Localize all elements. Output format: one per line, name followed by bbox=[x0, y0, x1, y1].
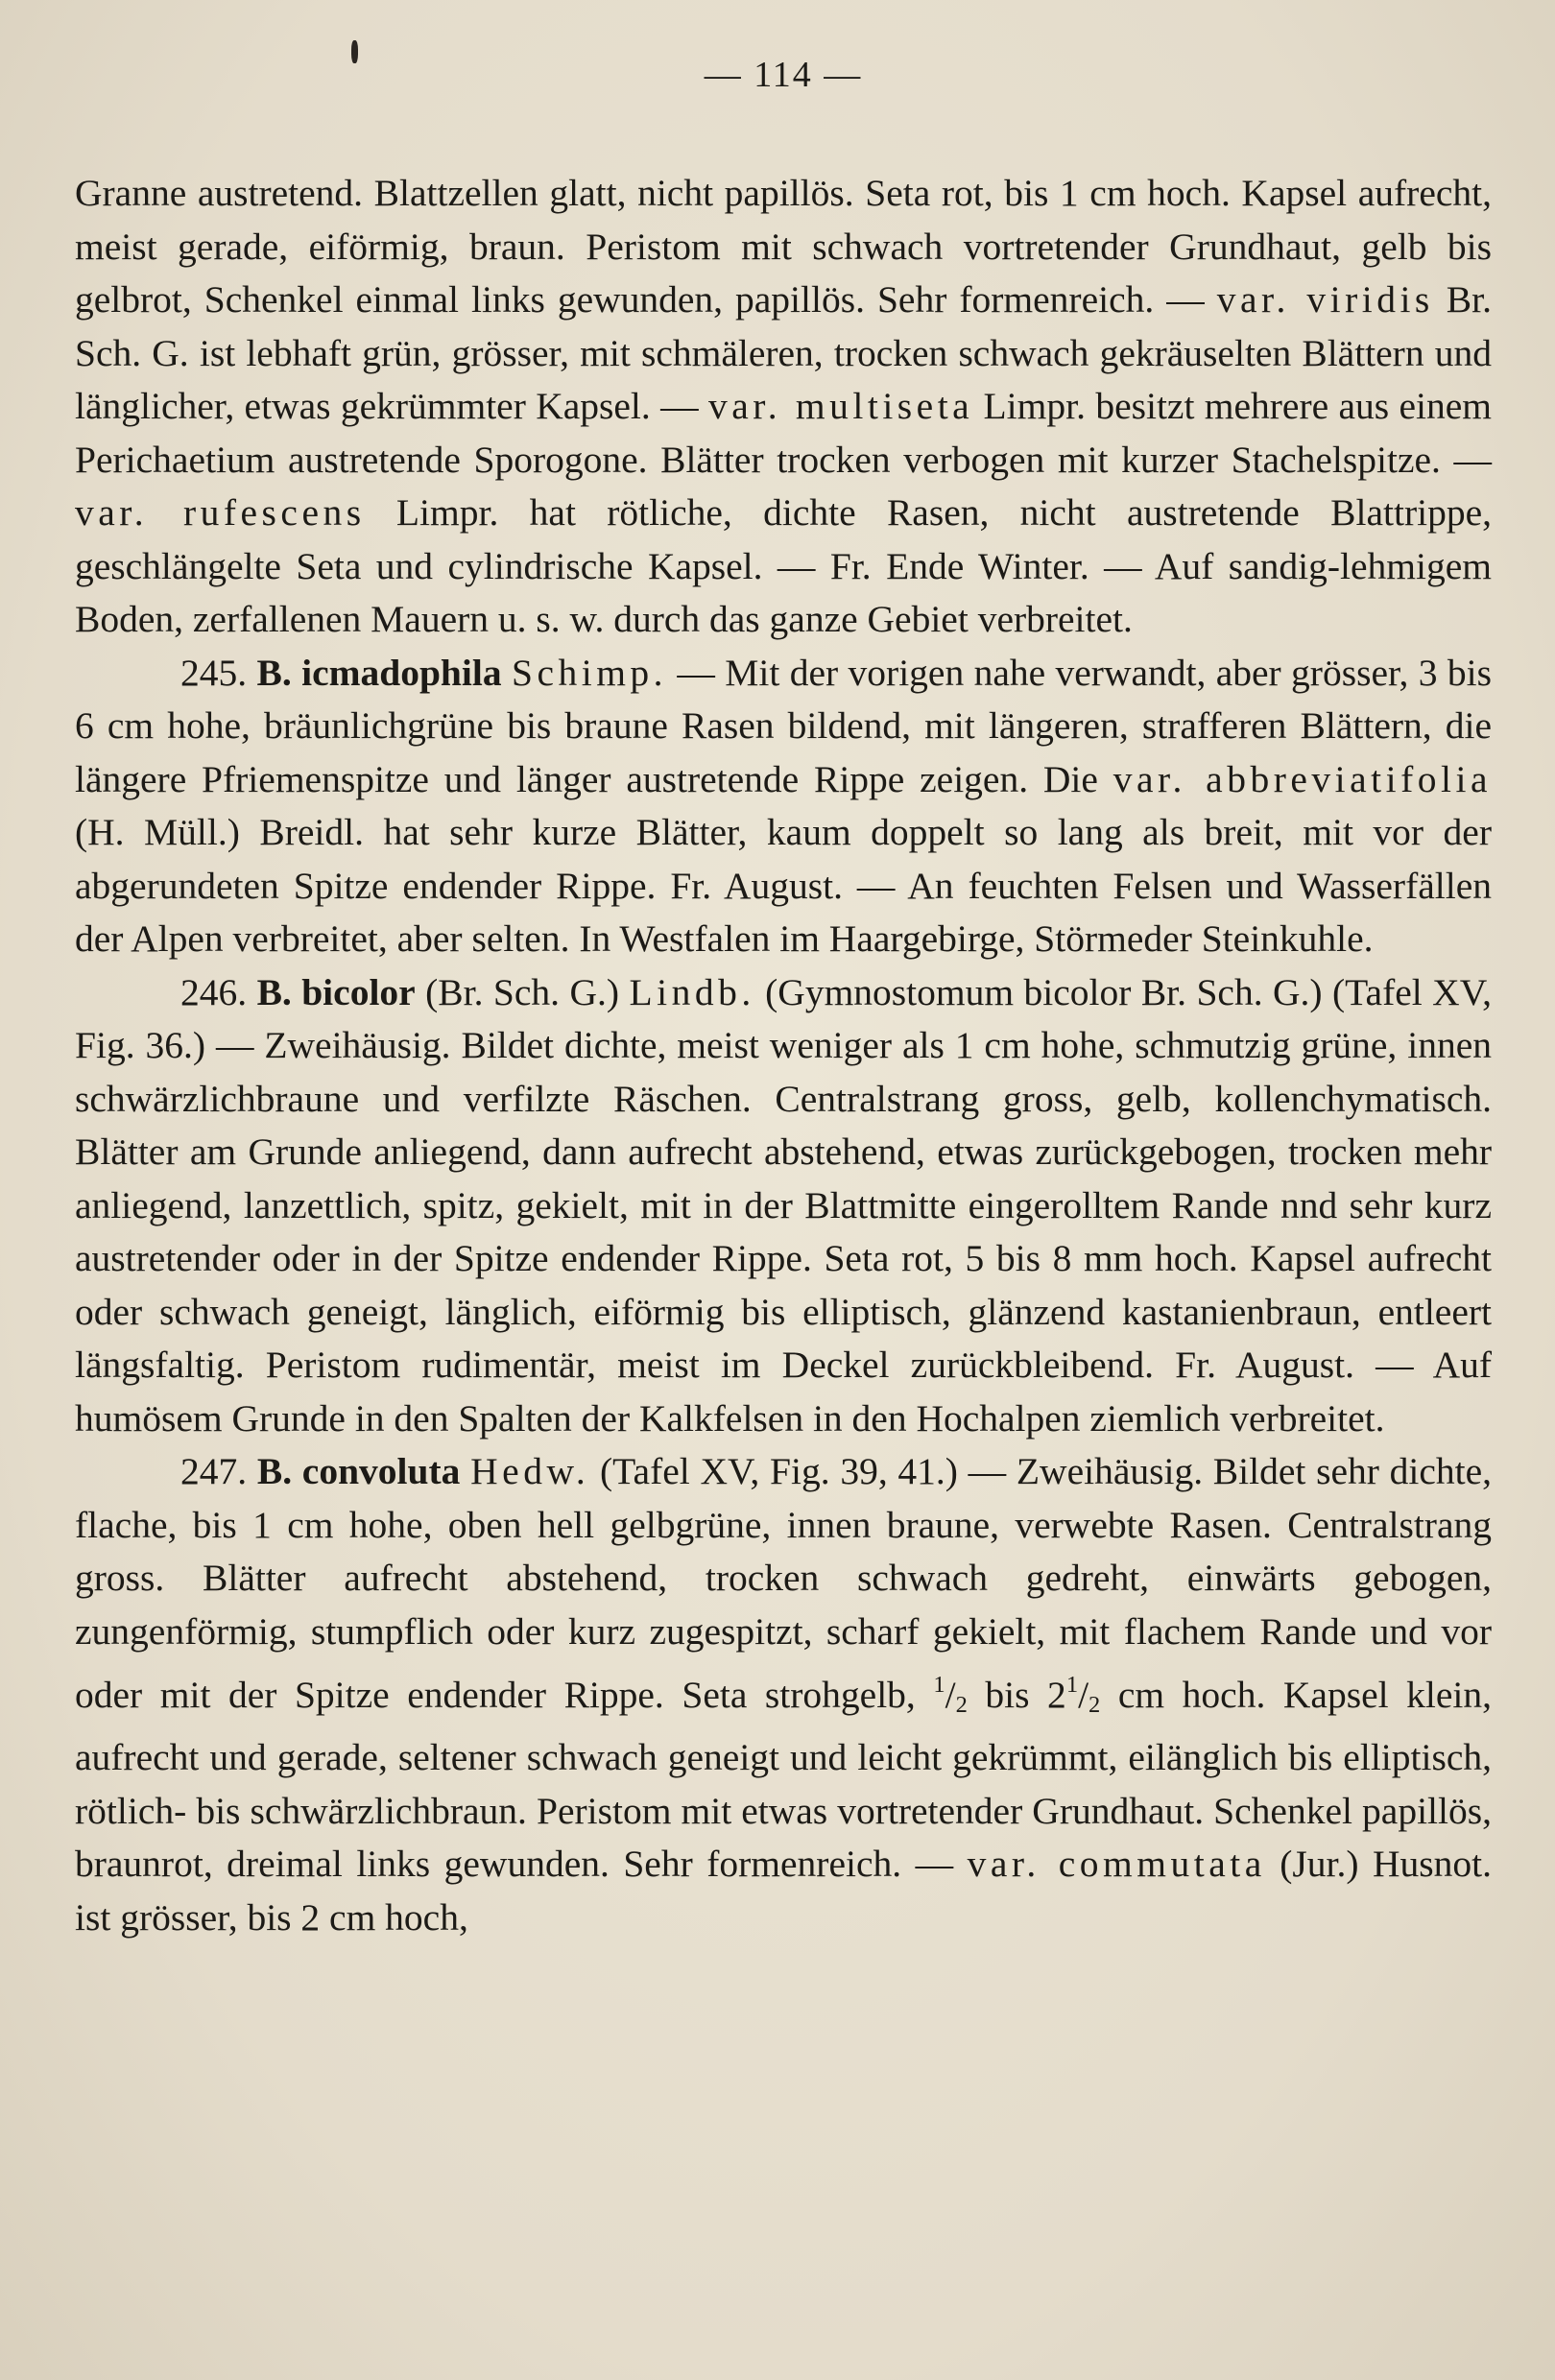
text: (Gymnostomum bicolor Br. Sch. G.) (Tafel XV, Fig. 36.) — Zweihäusig. Bildet dichte, meist weniger als 1 cm hohe, schmutzig grüne, innen schwärzlichbraune und verfilzte Räschen. Centralstrang gross, gelb, kollenchymatisch. Blätter am Grunde anliegend, dann aufrecht abstehend, etwas zurückgebogen, trocken mehr anliegend, lanzettlich, spitz, gekielt, mit in der Blattmitte eingerolltem Rande nnd sehr kurz austretender oder in der Spitze endender Rippe. Seta rot, 5 bis 8 mm hoch. Kapsel aufrecht oder schwach geneigt, länglich, eiförmig bis elliptisch, glänzend kastanienbraun, entleert längsfaltig. Peristom rudimentär, meist im Deckel zurückbleibend. Fr. August. — Auf humösem Grunde in den Spalten der Kalkfelsen in den Hochalpen ziemlich verbreitet. bbox=[75, 970, 1492, 1440]
species-author: Schimp. bbox=[511, 651, 668, 694]
ink-blot bbox=[351, 40, 358, 63]
species-author: Lindb. bbox=[629, 970, 755, 1013]
fraction-denominator: 2 bbox=[955, 1691, 968, 1718]
fraction bbox=[933, 1674, 967, 1716]
species-name: B. bicolor bbox=[256, 970, 416, 1013]
variety-name: var. viridis bbox=[1216, 278, 1434, 321]
variety-name: var. multiseta bbox=[707, 385, 974, 427]
text: — Mit der vorigen nahe verwandt, aber grösser, 3 bis 6 cm hohe, bräunlichgrüne bis braune Rasen bildend, mit längeren, strafferen Blättern, die längere Pfriemenspitze und länger austretende Rippe zeigen. Die bbox=[75, 651, 1493, 800]
entry-number: 245. bbox=[180, 651, 257, 694]
fraction bbox=[1066, 1674, 1100, 1716]
fraction-numerator: 1 bbox=[933, 1672, 945, 1698]
text: bis 2 bbox=[967, 1673, 1066, 1716]
text: (H. Müll.) Breidl. hat sehr kurze Blätter, kaum doppelt so lang als breit, mit vor der abgerundeten Spitze endender Rippe. Fr. August. — An feuchten Felsen und Wasserfällen der Alpen verbreitet, aber selten. In Westfalen im Haargebirge, Störmeder Steinkuhle. bbox=[75, 811, 1492, 960]
text: (Tafel XV, Fig. 39, 41.) — Zweihäusig. Bildet sehr dichte, flache, bis 1 cm hohe, oben hell gelbgrüne, innen braune, verwebte Rasen. Centralstrang gross. Blätter aufrecht abstehend, trocken schwach gedreht, einwärts gebogen, zungenförmig, stumpflich oder kurz zugespitzt, scharf gekielt, mit flachem Rande und vor oder mit der Spitze endender Rippe. Seta strohgelb, bbox=[75, 1450, 1493, 1716]
entry-number: 247. bbox=[180, 1450, 257, 1492]
variety-name: var. abbreviatifolia bbox=[1112, 757, 1492, 800]
entry-number: 246. bbox=[180, 970, 257, 1013]
variety-name: var. rufescens bbox=[75, 491, 366, 534]
species-entry-245 bbox=[75, 647, 1492, 966]
text: Limpr. besitzt mehrere aus einem Perichaetium austretende Sporogone. Blätter trocken verbogen mit kurzer Stachelspitze. — bbox=[75, 385, 1492, 481]
fraction-denominator: 2 bbox=[1088, 1691, 1101, 1718]
species-name: B. convoluta bbox=[256, 1450, 461, 1492]
text: Br. Sch. G. ist lebhaft grün, grösser, mit schmäleren, trocken schwach gekräuselten Blättern und länglicher, etwas gekrümmter Kapsel. — bbox=[75, 278, 1492, 427]
fraction-slash: / bbox=[1078, 1673, 1089, 1716]
text: Limpr. hat rötliche, dichte Rasen, nicht austretende Blattrippe, geschlängelte Seta und cylindrische Kapsel. — Fr. Ende Winter. — Auf sandig-lehmigem Boden, zerfallenen Mauern u. s. w. durch das ganze Gebiet verbreitet. bbox=[75, 491, 1492, 640]
species-author: Hedw. bbox=[470, 1450, 590, 1492]
fraction-numerator: 1 bbox=[1065, 1672, 1079, 1698]
text: cm hoch. Kapsel klein, aufrecht und gerade, seltener schwach geneigt und leicht gekrümmt, eilänglich bis elliptisch, rötlich- bis schwärzlichbraun. Peristom mit etwas vortretender Grundhaut. Schenkel papillös, braunrot, dreimal links gewunden. Sehr formenreich. — bbox=[75, 1673, 1492, 1886]
text: (Jur.) Husnot. ist grösser, bis 2 cm hoch, bbox=[75, 1843, 1492, 1939]
text: (Br. Sch. G.) bbox=[415, 970, 630, 1013]
variety-name: var. commutata bbox=[967, 1843, 1266, 1886]
page-number: — 114 — bbox=[704, 55, 863, 95]
fraction-slash: / bbox=[945, 1673, 956, 1716]
text: Granne austretend. Blattzellen glatt, nicht papillös. Seta rot, bis 1 cm hoch. Kapsel aufrecht, meist gerade, eiförmig, braun. Peristom mit schwach vortretender Grundhaut, gelb bis gelbrot, Schenkel einmal links gewunden, papillös. Sehr formenreich. — bbox=[75, 172, 1492, 321]
species-name: B. icmadophila bbox=[256, 651, 502, 694]
species-entry-246 bbox=[75, 966, 1492, 1446]
species-entry-247 bbox=[75, 1445, 1492, 1944]
paragraph-continuation bbox=[75, 167, 1492, 647]
